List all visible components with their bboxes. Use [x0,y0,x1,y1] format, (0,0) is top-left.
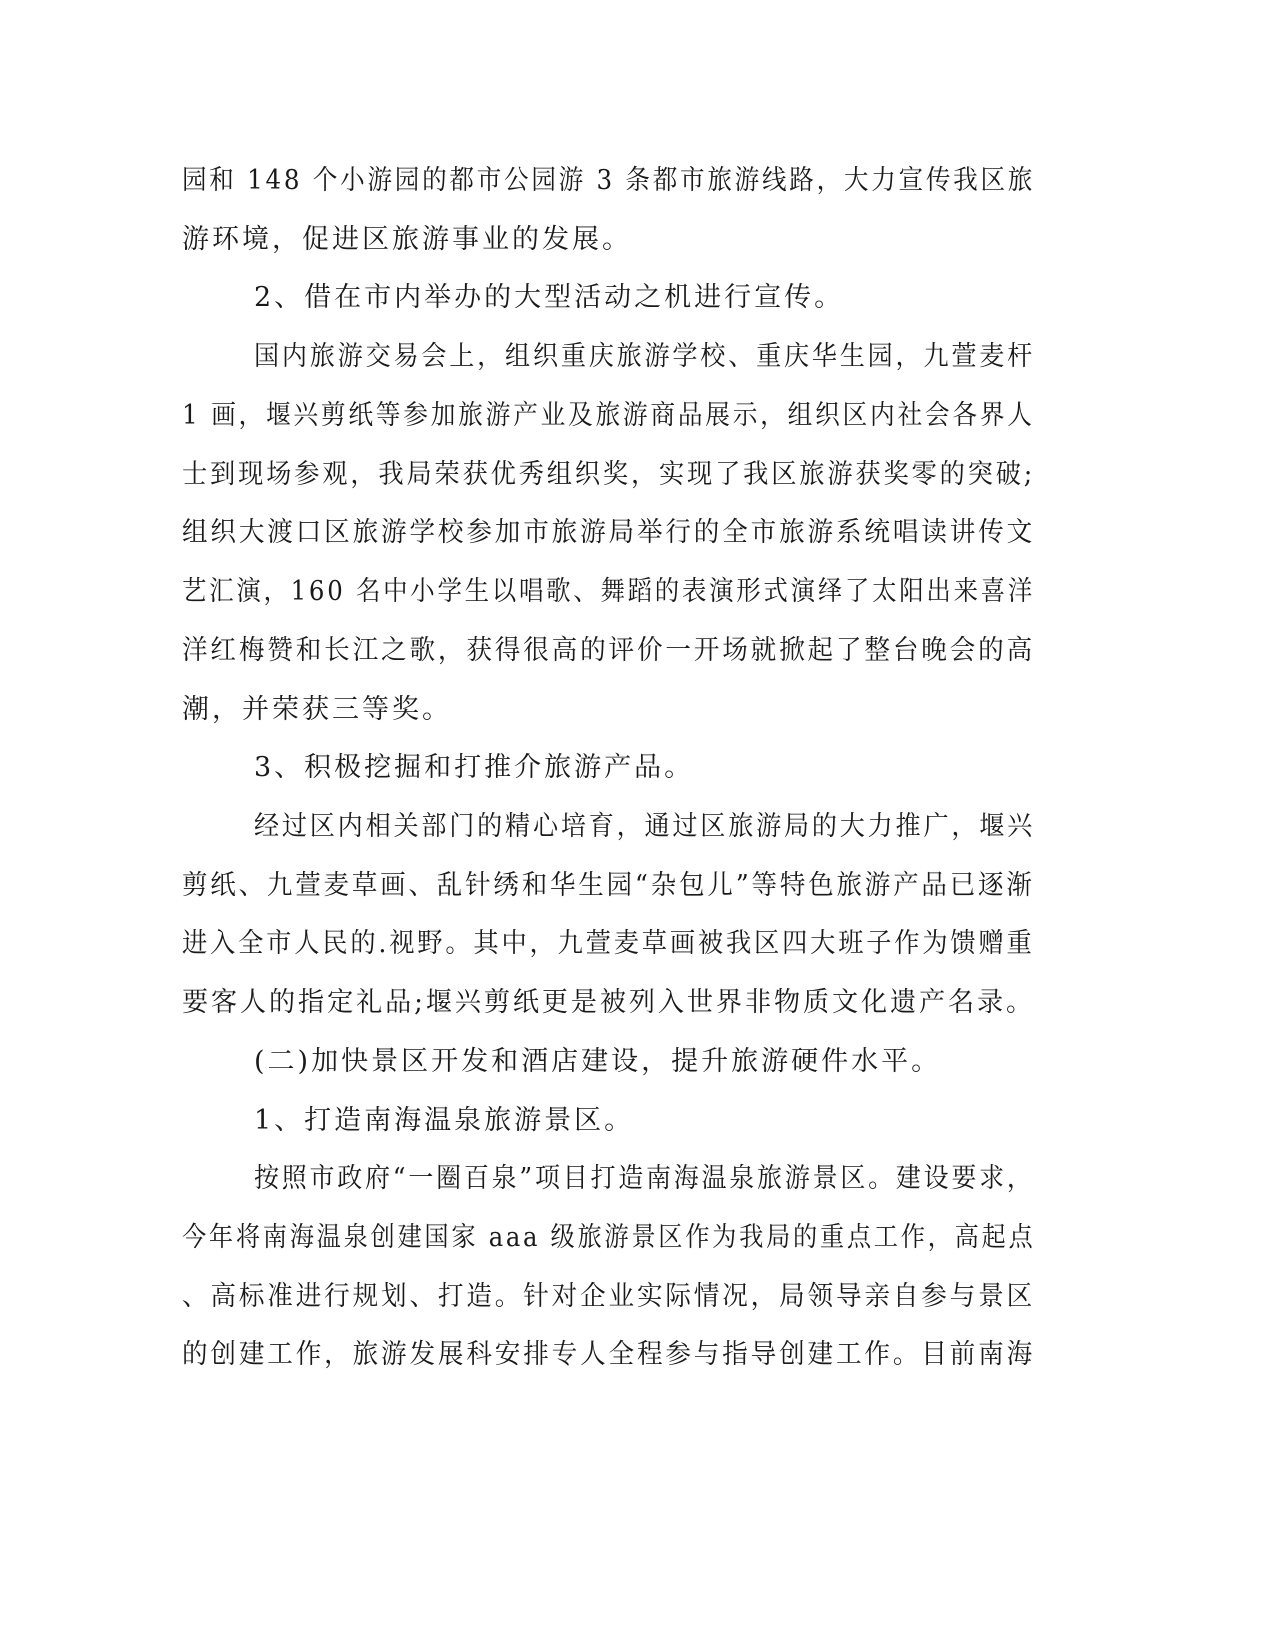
text-line: 经过区内相关部门的精心培育，通过区旅游局的大力推广，堰兴 [254,811,1036,842]
text-line: 园和 148 个小游园的都市公园游 3 条都市旅游线路，大力宣传我区旅 [182,165,1036,196]
text-line: 组织大渡口区旅游学校参加市旅游局举行的全市旅游系统唱读讲传文 [182,517,1036,548]
text-line: 1 画，堰兴剪纸等参加旅游产业及旅游商品展示，组织区内社会各界人 [182,400,1035,431]
text-line: 艺汇演，160 名中小学生以唱歌、舞蹈的表演形式演绎了太阳出来喜洋 [182,576,1036,607]
text-line: 剪纸、九萱麦草画、乱针绣和华生园“杂包儿”等特色旅游产品已逐渐 [182,870,1035,901]
text-line: 洋红梅赞和长江之歌，获得很高的评价一开场就掀起了整台晚会的高 [182,635,1036,666]
section-heading: 2、借在市内举办的大型活动之机进行宣传。 [254,282,845,313]
section-heading: (二)加快景区开发和酒店建设，提升旅游硬件水平。 [254,1046,942,1077]
text-line: 进入全市人民的.视野。其中，九萱麦草画被我区四大班子作为馈赠重 [182,928,1035,959]
text-line: 要客人的指定礼品;堰兴剪纸更是被列入世界非物质文化遗产名录。 [182,987,1036,1018]
text-line: 、高标准进行规划、打造。针对企业实际情况，局领导亲自参与景区 [182,1281,1036,1312]
text-line: 潮，并荣获三等奖。 [182,694,452,725]
text-line: 按照市政府“一圈百泉”项目打造南海温泉旅游景区。建设要求， [254,1163,1035,1194]
section-heading: 3、积极挖掘和打推介旅游产品。 [254,752,695,783]
section-heading: 1、打造南海温泉旅游景区。 [254,1105,635,1136]
text-line: 国内旅游交易会上，组织重庆旅游学校、重庆华生园，九萱麦杆 [254,341,1036,372]
text-line: 今年将南海温泉创建国家 aaa 级旅游景区作为我局的重点工作，高起点 [182,1222,1036,1253]
text-line: 的创建工作，旅游发展科安排专人全程参与指导创建工作。目前南海 [182,1339,1036,1370]
text-line: 士到现场参观，我局荣获优秀组织奖，实现了我区旅游获奖零的突破; [182,459,1036,490]
text-line: 游环境，促进区旅游事业的发展。 [182,224,632,255]
